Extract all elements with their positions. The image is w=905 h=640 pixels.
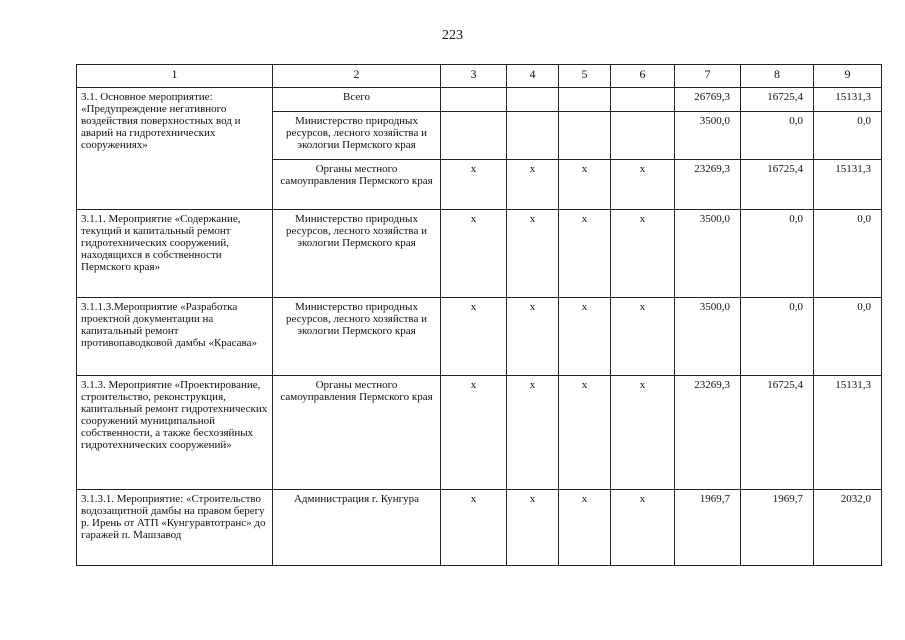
table-row: [77, 376, 882, 490]
header-row: [77, 65, 882, 88]
cell: [507, 112, 559, 160]
cell: х: [441, 298, 507, 376]
value-cell: 1969,7: [741, 490, 814, 566]
table-row: [77, 298, 882, 376]
column-header: 9: [814, 65, 882, 88]
cell: [611, 112, 675, 160]
column-header: 3: [441, 65, 507, 88]
value-cell: 0,0: [741, 112, 814, 160]
value-cell: 26769,3: [675, 88, 741, 112]
value-cell: 3500,0: [675, 112, 741, 160]
value-cell: 0,0: [814, 210, 882, 298]
cell: х: [507, 160, 559, 210]
value-cell: 2032,0: [814, 490, 882, 566]
cell: х: [507, 298, 559, 376]
org-cell: Министерство природных ресурсов, лесного хозяйства и экологии Пермского края: [273, 210, 441, 298]
cell: [559, 112, 611, 160]
cell: х: [507, 376, 559, 490]
cell: х: [611, 298, 675, 376]
org-cell: Администрация г. Кунгура: [273, 490, 441, 566]
org-cell: Органы местного самоуправления Пермского края: [273, 376, 441, 490]
cell: х: [611, 376, 675, 490]
value-cell: 23269,3: [675, 376, 741, 490]
cell: х: [507, 490, 559, 566]
cell: х: [507, 210, 559, 298]
value-cell: 1969,7: [675, 490, 741, 566]
column-header: 2: [273, 65, 441, 88]
cell: х: [441, 160, 507, 210]
cell: [559, 88, 611, 112]
cell: х: [611, 210, 675, 298]
org-cell: Органы местного самоуправления Пермского края: [273, 160, 441, 210]
column-header: 8: [741, 65, 814, 88]
value-cell: 15131,3: [814, 160, 882, 210]
cell: [611, 88, 675, 112]
org-cell: Министерство природных ресурсов, лесного хозяйства и экологии Пермского края: [273, 298, 441, 376]
column-header: 5: [559, 65, 611, 88]
table-row: [77, 88, 882, 112]
cell: х: [559, 160, 611, 210]
value-cell: 16725,4: [741, 88, 814, 112]
value-cell: 0,0: [814, 112, 882, 160]
cell: х: [559, 210, 611, 298]
value-cell: 3500,0: [675, 298, 741, 376]
org-cell: Всего: [273, 88, 441, 112]
program-table: [76, 64, 882, 566]
cell: х: [559, 490, 611, 566]
column-header: 7: [675, 65, 741, 88]
column-header: 6: [611, 65, 675, 88]
value-cell: 15131,3: [814, 88, 882, 112]
cell: х: [441, 490, 507, 566]
cell: х: [611, 160, 675, 210]
value-cell: 3500,0: [675, 210, 741, 298]
value-cell: 16725,4: [741, 160, 814, 210]
activity-cell: 3.1.3.1. Мероприятие: «Строительство водозащитной дамбы на правом берегу р. Ирень от АТП «Кунгуравтотранс» до гаражей п. Машзавод: [77, 490, 273, 566]
activity-cell: 3.1.1. Мероприятие «Содержание, текущий и капитальный ремонт гидротехнических сооружений, находящихся в собственности Пермского края»: [77, 210, 273, 298]
activity-cell: 3.1.1.3.Мероприятие «Разработка проектной документации на капитальный ремонт противопаводковой дамбы «Красава»: [77, 298, 273, 376]
value-cell: 15131,3: [814, 376, 882, 490]
table-row: [77, 210, 882, 298]
cell: [507, 88, 559, 112]
table-row: [77, 490, 882, 566]
value-cell: 0,0: [741, 210, 814, 298]
activity-cell: 3.1. Основное мероприятие: «Предупреждение негативного воздействия поверхностных вод и аварий на гидротехнических сооружениях»: [77, 88, 273, 210]
cell: х: [559, 376, 611, 490]
cell: [441, 88, 507, 112]
column-header: 1: [77, 65, 273, 88]
cell: х: [559, 298, 611, 376]
column-header: 4: [507, 65, 559, 88]
cell: х: [441, 376, 507, 490]
org-cell: Министерство природных ресурсов, лесного хозяйства и экологии Пермского края: [273, 112, 441, 160]
cell: х: [611, 490, 675, 566]
page-number: 223: [442, 28, 463, 43]
activity-cell: 3.1.3. Мероприятие «Проектирование, строительство, реконструкция, капитальный ремонт гидротехнических сооружений муниципальной собственности, а также бесхозяйных гидротехнических сооружений»: [77, 376, 273, 490]
cell: [441, 112, 507, 160]
value-cell: 0,0: [814, 298, 882, 376]
value-cell: 23269,3: [675, 160, 741, 210]
cell: х: [441, 210, 507, 298]
value-cell: 0,0: [741, 298, 814, 376]
value-cell: 16725,4: [741, 376, 814, 490]
